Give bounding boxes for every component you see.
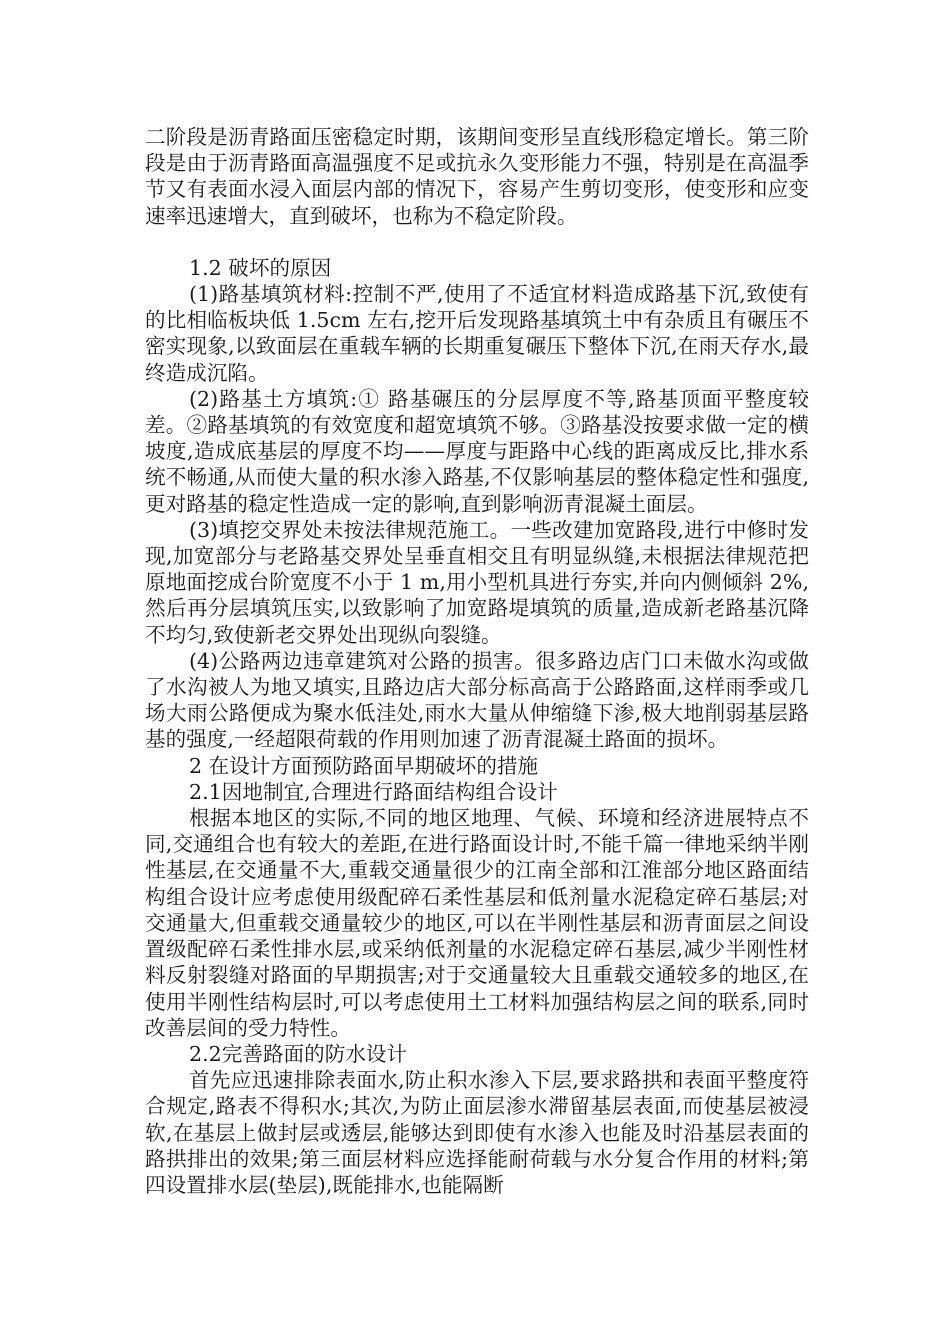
paragraph-cause-2: (2)路基土方填筑:① 路基碾压的分层厚度不等,路基顶面平整度较差。②路基填筑的有效宽度和超宽填筑不够。③路基没按要求做一定的横坡度,造成底基层的厚度不均——厚度与距路中心线的距离成反比,排水系统不畅通,从而使大量的积水渗入路基,不仅影响基层的整体稳定性和强度,更对路基的稳定性造成一定的影响,直到影响沥青混凝土面层。 [145, 386, 809, 516]
section-heading-2-2: 2.2完善路面的防水设计 [189, 1041, 408, 1066]
paragraph-waterproof-design: 首先应迅速排除表面水,防止积水渗入下层,要求路拱和表面平整度符合规定,路表不得积水;其次,为防止面层渗水滞留基层表面,而使基层被浸软,在基层上做封层或透层,能够达到即使有水渗入也能及时沿基层表面的路拱排出的效果;第三面层材料应选择能耐荷载与水分复合作用的材料;第四设置排水层(垫层),既能排水,也能隔断 [145, 1068, 809, 1197]
paragraph-cause-1: (1)路基填筑材料:控制不严,使用了不适宜材料造成路基下沉,致使有的比相临板块低 1.5cm 左右,挖开后发现路基填筑土中有杂质且有碾压不密实现象,以致面层在重载车辆的长期重复碾压下整体下沉,在雨天存水,最终造成沉陷。 [145, 282, 809, 385]
paragraph-structure-design: 根据本地区的实际,不同的地区地理、气候、环境和经济进展特点不同,交通组合也有较大的差距,在进行路面设计时,不能千篇一律地采纳半刚性基层,在交通量不大,重载交通量很少的江南全部和江淮部分地区路面结构组合设计应考虑使用级配碎石柔性基层和低剂量水泥稳定碎石基层;对交通量大,但重载交通量较少的地区,可以在半刚性基层和沥青面层之间设置级配碎石柔性排水层,或采纳低剂量的水泥稳定碎石基层,减少半刚性材料反射裂缝对路面的早期损害;对于交通量较大且重载交通较多的地区,在使用半刚性结构层时,可以考虑使用土工材料加强结构层之间的联系,同时改善层间的受力特性。 [145, 806, 809, 1040]
paragraph-stage-description: 二阶段是沥青路面压密稳定时期，该期间变形呈直线形稳定增长。第三阶段是由于沥青路面高温强度不足或抗永久变形能力不强，特别是在高温季节又有表面水浸入面层内部的情况下，容易产生剪切变形，使变形和应变速率迅速增大，直到破坏，也称为不稳定阶段。 [145, 125, 809, 228]
section-heading-1-2: 1.2 破坏的原因 [189, 255, 332, 280]
section-heading-2: 2 在设计方面预防路面早期破坏的措施 [189, 753, 539, 778]
section-heading-2-1: 2.1因地制宜,合理进行路面结构组合设计 [189, 779, 558, 804]
document-body [145, 124, 809, 1198]
paragraph-cause-4: (4)公路两边违章建筑对公路的损害。很多路边店门口未做水沟或做了水沟被人为地又填实,且路边店大部分标高高于公路路面,这样雨季或几场大雨公路便成为聚水低洼处,雨水大量从伸缩缝下渗,极大地削弱基层路基的强度,一经超限荷载的作用则加速了沥青混凝土路面的损坏。 [145, 648, 809, 752]
paragraph-cause-3: (3)填挖交界处未按法律规范施工。一些改建加宽路段,进行中修时发现,加宽部分与老路基交界处呈垂直相交且有明显纵缝,未根据法律规范把原地面挖成台阶宽度不小于 1 m,用小型机具进行夯实,并向内侧倾斜 2%,然后再分层填筑压实,以致影响了加宽路堤填筑的质量,造成新老路基沉降不均匀,致使新老交界处出现纵向裂缝。 [145, 517, 809, 647]
paragraph-spacer [145, 229, 809, 255]
